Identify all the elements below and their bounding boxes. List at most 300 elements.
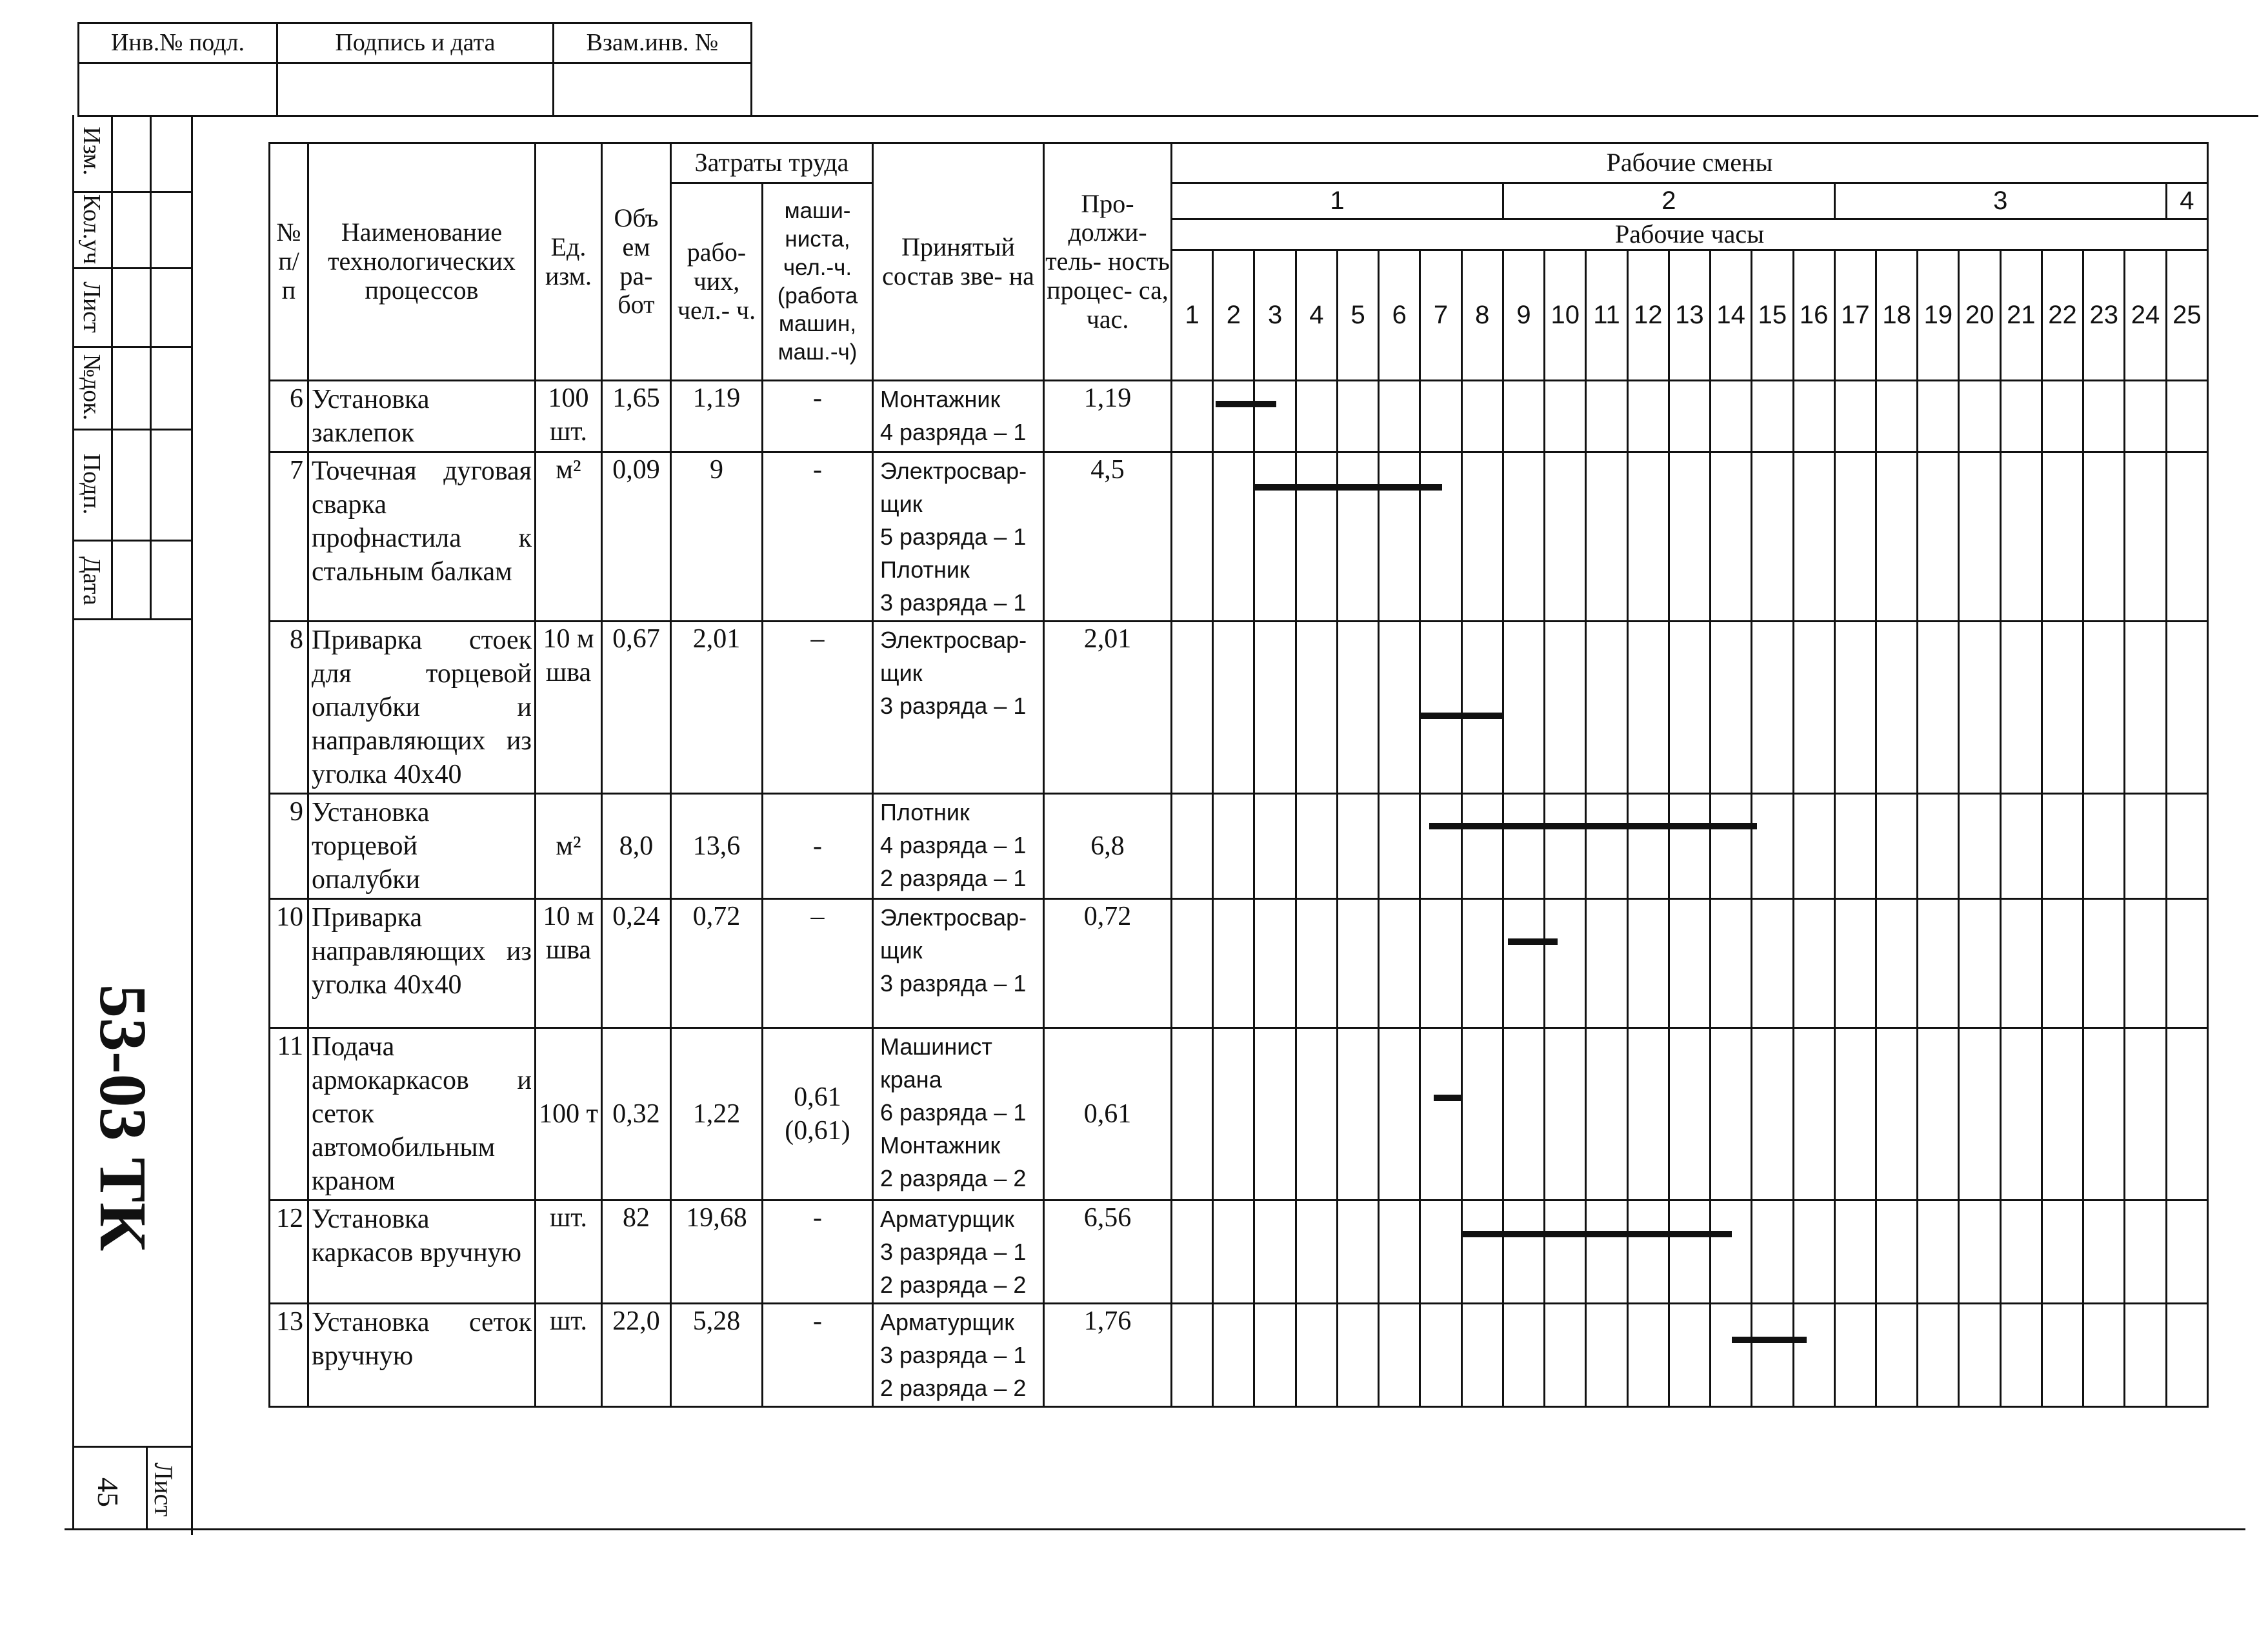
gantt-cell	[2166, 1028, 2207, 1200]
table-row	[270, 1028, 2208, 1200]
gantt-cell	[1213, 381, 1254, 452]
crew-line: 3 разряда – 1	[880, 1239, 1027, 1265]
duration: 1,76	[1044, 1304, 1172, 1407]
gantt-cell	[1711, 899, 1752, 1028]
gantt-cell	[1296, 899, 1337, 1028]
volume: 1,65	[602, 381, 671, 452]
stamp-podpis-data: Подпись и дата	[335, 29, 496, 56]
gantt-cell	[1296, 1200, 1337, 1304]
hour-18: 18	[1876, 250, 1918, 381]
stamp-inv-podl: Инв.№ подл.	[110, 29, 245, 56]
gantt-cell	[1669, 622, 1710, 794]
labor-workers: 1,22	[671, 1028, 763, 1200]
gantt-cell	[1172, 452, 1213, 622]
gantt-cell	[2000, 1028, 2042, 1200]
header-labor-workers: рабо- чих, чел.- ч.	[671, 183, 763, 381]
crew-line: Электросвар-	[880, 904, 1027, 931]
gantt-cell	[2083, 452, 2125, 622]
sheet-label: Лист	[149, 1463, 178, 1517]
hour-4: 4	[1296, 250, 1337, 381]
gantt-cell	[1461, 622, 1503, 794]
duration: 0,61	[1044, 1028, 1172, 1200]
gantt-cell	[2125, 1304, 2166, 1407]
side-label-izm: Изм.	[78, 127, 105, 176]
crew-composition	[873, 1304, 1044, 1407]
labor-workers: 13,6	[671, 794, 763, 899]
duration: 1,19	[1044, 381, 1172, 452]
gantt-cell	[2125, 1028, 2166, 1200]
gantt-cell	[1918, 1200, 1959, 1304]
gantt-cell	[1918, 622, 1959, 794]
gantt-cell	[1918, 1028, 1959, 1200]
crew-line: 2 разряда – 2	[880, 1165, 1027, 1191]
gantt-cell	[2166, 1200, 2207, 1304]
gantt-cell	[1793, 1200, 1834, 1304]
unit: м²	[536, 452, 602, 622]
schedule-table	[268, 142, 2209, 1408]
frame-top	[77, 115, 2258, 117]
gantt-cell	[1918, 899, 1959, 1028]
duration: 6,56	[1044, 1200, 1172, 1304]
hour-11: 11	[1586, 250, 1627, 381]
gantt-cell	[2083, 899, 2125, 1028]
labor-machinist: -	[763, 452, 873, 622]
gantt-cell	[1545, 381, 1586, 452]
hour-21: 21	[2000, 250, 2042, 381]
gantt-cell	[1586, 1028, 1627, 1200]
gantt-cell	[1172, 1200, 1213, 1304]
gantt-bar	[1255, 484, 1441, 491]
unit: м²	[536, 794, 602, 899]
crew-line: щик	[880, 491, 923, 517]
gantt-cell	[1337, 381, 1378, 452]
labor-workers: 5,28	[671, 1304, 763, 1407]
gantt-cell	[1586, 794, 1627, 899]
labor-machinist: -	[763, 381, 873, 452]
header-name: Наименование технологических процессов	[308, 143, 536, 381]
gantt-cell	[1503, 1028, 1544, 1200]
volume: 22,0	[602, 1304, 671, 1407]
gantt-cell	[1752, 1028, 1793, 1200]
gantt-cell	[1503, 381, 1544, 452]
gantt-cell	[1627, 1028, 1669, 1200]
table-row	[270, 1304, 2208, 1407]
gantt-cell	[1420, 452, 1461, 622]
crew-line: Арматурщик	[880, 1309, 1015, 1335]
gantt-cell	[1461, 452, 1503, 622]
hour-8: 8	[1461, 250, 1503, 381]
gantt-cell	[1213, 794, 1254, 899]
gantt-cell	[2042, 452, 2083, 622]
crew-line: 2 разряда – 2	[880, 1375, 1027, 1401]
gantt-cell	[1503, 622, 1544, 794]
frame-sidestrip-right	[150, 115, 152, 618]
gantt-cell	[1296, 452, 1337, 622]
gantt-cell	[1337, 622, 1378, 794]
gantt-cell	[1254, 622, 1296, 794]
shift-4: 4	[2166, 183, 2207, 219]
gantt-cell	[1586, 1200, 1627, 1304]
table-row	[270, 452, 2208, 622]
labor-machinist: –	[763, 899, 873, 1028]
gantt-cell	[2042, 381, 2083, 452]
labor-machinist: -	[763, 794, 873, 899]
hour-20: 20	[1959, 250, 2000, 381]
crew-line: 4 разряда – 1	[880, 419, 1027, 445]
header-duration: Про- должи- тель- ность процес- са, час.	[1044, 143, 1172, 381]
gantt-cell	[1752, 899, 1793, 1028]
gantt-cell	[1420, 1304, 1461, 1407]
gantt-cell	[1461, 1200, 1503, 1304]
gantt-cell	[1586, 899, 1627, 1028]
labor-workers: 0,72	[671, 899, 763, 1028]
gantt-cell	[1503, 1304, 1544, 1407]
gantt-cell	[1254, 381, 1296, 452]
gantt-cell	[1959, 794, 2000, 899]
gantt-cell	[1669, 899, 1710, 1028]
gantt-cell	[1876, 794, 1918, 899]
gantt-cell	[2083, 1028, 2125, 1200]
gantt-cell	[1172, 1304, 1213, 1407]
crew-line: 3 разряда – 1	[880, 693, 1027, 719]
gantt-cell	[1834, 899, 1876, 1028]
gantt-cell	[1213, 1304, 1254, 1407]
gantt-cell	[2125, 899, 2166, 1028]
gantt-cell	[1337, 794, 1378, 899]
crew-composition	[873, 452, 1044, 622]
table-row	[270, 1200, 2208, 1304]
gantt-cell	[2042, 622, 2083, 794]
row-number: 6	[270, 381, 308, 452]
hour-2: 2	[1213, 250, 1254, 381]
gantt-cell	[1586, 622, 1627, 794]
crew-line: 5 разряда – 1	[880, 523, 1027, 550]
gantt-cell	[2042, 1028, 2083, 1200]
gantt-cell	[2125, 1200, 2166, 1304]
labor-workers: 19,68	[671, 1200, 763, 1304]
gantt-cell	[1379, 381, 1420, 452]
gantt-cell	[1793, 452, 1834, 622]
gantt-cell	[1172, 1028, 1213, 1200]
unit: шт.	[536, 1200, 602, 1304]
labor-machinist: -	[763, 1200, 873, 1304]
process-name: Установка каркасов вручную	[308, 1200, 536, 1304]
process-name: Установка сеток вручную	[308, 1304, 536, 1407]
stamp-vzam-inv: Взам.инв. №	[586, 29, 719, 56]
gantt-cell	[1627, 452, 1669, 622]
gantt-cell	[1420, 381, 1461, 452]
hour-12: 12	[1627, 250, 1669, 381]
gantt-cell	[2083, 794, 2125, 899]
gantt-cell	[2166, 381, 2207, 452]
gantt-cell	[1420, 1200, 1461, 1304]
gantt-cell	[1793, 899, 1834, 1028]
unit: шт.	[536, 1304, 602, 1407]
gantt-cell	[1254, 899, 1296, 1028]
hour-1: 1	[1172, 250, 1213, 381]
hour-14: 14	[1711, 250, 1752, 381]
gantt-cell	[1711, 1304, 1752, 1407]
crew-line: 6 разряда – 1	[880, 1099, 1027, 1126]
header-shifts: Рабочие смены	[1172, 143, 2208, 183]
gantt-cell	[1669, 452, 1710, 622]
gantt-cell	[1669, 381, 1710, 452]
gantt-cell	[1461, 1304, 1503, 1407]
side-label-list: Лист	[78, 281, 105, 333]
gantt-cell	[1461, 794, 1503, 899]
gantt-cell	[2125, 452, 2166, 622]
crew-composition	[873, 1028, 1044, 1200]
gantt-cell	[1586, 452, 1627, 622]
gantt-cell	[1793, 381, 1834, 452]
unit: 10 м шва	[536, 622, 602, 794]
gantt-cell	[2083, 1200, 2125, 1304]
duration: 4,5	[1044, 452, 1172, 622]
volume: 0,24	[602, 899, 671, 1028]
gantt-cell	[1793, 1028, 1834, 1200]
volume: 0,09	[602, 452, 671, 622]
crew-line: щик	[880, 660, 923, 686]
process-name: Приварка направляющих из уголка 40х40	[308, 899, 536, 1028]
gantt-cell	[1337, 1200, 1378, 1304]
hour-9: 9	[1503, 250, 1544, 381]
crew-line: 3 разряда – 1	[880, 1342, 1027, 1368]
gantt-cell	[1711, 1028, 1752, 1200]
header-unit: Ед. изм.	[536, 143, 602, 381]
gantt-cell	[1337, 1304, 1378, 1407]
gantt-cell	[1793, 1304, 1834, 1407]
gantt-cell	[1461, 899, 1503, 1028]
gantt-cell	[2083, 1304, 2125, 1407]
gantt-cell	[2000, 622, 2042, 794]
unit: 10 м шва	[536, 899, 602, 1028]
shift-1: 1	[1172, 183, 1503, 219]
crew-line: Плотник	[880, 556, 970, 583]
gantt-cell	[2083, 381, 2125, 452]
gantt-cell	[1834, 381, 1876, 452]
gantt-cell	[2042, 794, 2083, 899]
row-number: 12	[270, 1200, 308, 1304]
crew-line: Машинист	[880, 1033, 992, 1060]
crew-line: щик	[880, 937, 923, 964]
duration: 6,8	[1044, 794, 1172, 899]
gantt-cell	[1627, 1304, 1669, 1407]
row-number: 9	[270, 794, 308, 899]
gantt-cell	[2042, 1304, 2083, 1407]
row-number: 7	[270, 452, 308, 622]
crew-line: 4 разряда – 1	[880, 832, 1027, 858]
hour-6: 6	[1379, 250, 1420, 381]
gantt-cell	[1254, 1200, 1296, 1304]
gantt-cell	[1834, 1200, 1876, 1304]
hour-24: 24	[2125, 250, 2166, 381]
gantt-cell	[1420, 899, 1461, 1028]
gantt-cell	[1296, 622, 1337, 794]
gantt-cell	[1918, 452, 1959, 622]
gantt-cell	[1959, 622, 2000, 794]
gantt-bar	[1732, 1337, 1807, 1343]
gantt-cell	[2166, 899, 2207, 1028]
gantt-cell	[1254, 1028, 1296, 1200]
gantt-cell	[1669, 1200, 1710, 1304]
crew-composition	[873, 622, 1044, 794]
gantt-cell	[1876, 899, 1918, 1028]
gantt-cell	[1213, 899, 1254, 1028]
gantt-cell	[2042, 1200, 2083, 1304]
gantt-cell	[1959, 452, 2000, 622]
gantt-cell	[1959, 1200, 2000, 1304]
gantt-cell	[1254, 794, 1296, 899]
header-hours: Рабочие часы	[1172, 219, 2208, 250]
gantt-cell	[1876, 381, 1918, 452]
crew-line: 3 разряда – 1	[880, 589, 1027, 616]
gantt-cell	[1379, 452, 1420, 622]
gantt-cell	[2000, 794, 2042, 899]
crew-line: Плотник	[880, 799, 970, 826]
gantt-cell	[1420, 1028, 1461, 1200]
gantt-cell	[1296, 381, 1337, 452]
crew-line: 2 разряда – 2	[880, 1271, 1027, 1298]
gantt-cell	[1545, 794, 1586, 899]
gantt-cell	[1959, 1028, 2000, 1200]
gantt-cell	[2000, 452, 2042, 622]
hour-16: 16	[1793, 250, 1834, 381]
crew-line: Арматурщик	[880, 1206, 1015, 1232]
gantt-cell	[1379, 622, 1420, 794]
unit: 100 шт.	[536, 381, 602, 452]
gantt-cell	[1420, 794, 1461, 899]
gantt-cell	[1420, 622, 1461, 794]
gantt-cell	[1213, 452, 1254, 622]
volume: 8,0	[602, 794, 671, 899]
gantt-cell	[2000, 1200, 2042, 1304]
gantt-cell	[1545, 1200, 1586, 1304]
gantt-cell	[1586, 1304, 1627, 1407]
gantt-cell	[2042, 899, 2083, 1028]
gantt-cell	[1503, 1200, 1544, 1304]
gantt-bar	[1434, 1095, 1463, 1101]
gantt-cell	[1752, 1304, 1793, 1407]
labor-workers: 1,19	[671, 381, 763, 452]
gantt-cell	[1172, 381, 1213, 452]
gantt-cell	[1876, 622, 1918, 794]
shift-3: 3	[1834, 183, 2166, 219]
gantt-cell	[2000, 381, 2042, 452]
gantt-cell	[1172, 794, 1213, 899]
table-row	[270, 381, 2208, 452]
table-row	[270, 899, 2208, 1028]
frame-sidestrip-bottom	[72, 618, 192, 620]
hour-15: 15	[1752, 250, 1793, 381]
gantt-cell	[1669, 794, 1710, 899]
gantt-cell	[1296, 1028, 1337, 1200]
row-number: 8	[270, 622, 308, 794]
gantt-cell	[1834, 1028, 1876, 1200]
hour-3: 3	[1254, 250, 1296, 381]
volume: 0,32	[602, 1028, 671, 1200]
gantt-cell	[1959, 381, 2000, 452]
header-volume: Объ ем ра- бот	[602, 143, 671, 381]
gantt-cell	[2083, 622, 2125, 794]
gantt-cell	[1959, 899, 2000, 1028]
gantt-cell	[1213, 622, 1254, 794]
gantt-cell	[1545, 452, 1586, 622]
frame-left	[72, 115, 74, 1528]
hour-23: 23	[2083, 250, 2125, 381]
row-number: 11	[270, 1028, 308, 1200]
gantt-cell	[2166, 794, 2207, 899]
gantt-cell	[1461, 381, 1503, 452]
volume: 82	[602, 1200, 671, 1304]
frame-sidestrip-mid	[111, 115, 113, 618]
header-labor: Затраты труда	[671, 143, 873, 183]
gantt-cell	[1752, 1200, 1793, 1304]
gantt-cell	[1669, 1028, 1710, 1200]
gantt-cell	[2000, 899, 2042, 1028]
gantt-cell	[1379, 1200, 1420, 1304]
gantt-cell	[1545, 622, 1586, 794]
process-name: Точечная дуговая сварка профнастила к стальным балкам	[308, 452, 536, 622]
labor-machinist: -	[763, 1304, 873, 1407]
shift-2: 2	[1503, 183, 1834, 219]
process-name: Установка заклепок	[308, 381, 536, 452]
gantt-cell	[1503, 899, 1544, 1028]
gantt-bar	[1421, 713, 1503, 719]
crew-line: 2 разряда – 1	[880, 865, 1027, 891]
gantt-cell	[1503, 794, 1544, 899]
duration: 0,72	[1044, 899, 1172, 1028]
gantt-cell	[1337, 1028, 1378, 1200]
process-name: Подача армокаркасов и сеток автомобильным краном	[308, 1028, 536, 1200]
gantt-cell	[1752, 622, 1793, 794]
crew-line: Электросвар-	[880, 627, 1027, 653]
gantt-cell	[1876, 1304, 1918, 1407]
gantt-cell	[1545, 1028, 1586, 1200]
gantt-cell	[1254, 452, 1296, 622]
gantt-cell	[2166, 622, 2207, 794]
labor-workers: 9	[671, 452, 763, 622]
gantt-cell	[2166, 1304, 2207, 1407]
crew-line: Монтажник	[880, 1132, 1001, 1159]
gantt-cell	[1834, 622, 1876, 794]
gantt-cell	[1296, 1304, 1337, 1407]
gantt-cell	[1793, 794, 1834, 899]
gantt-cell	[2000, 1304, 2042, 1407]
gantt-cell	[1172, 899, 1213, 1028]
gantt-bar	[1508, 938, 1558, 945]
gantt-bar	[1216, 401, 1276, 407]
row-number: 10	[270, 899, 308, 1028]
crew-line: 3 разряда – 1	[880, 970, 1027, 997]
document-code: 53-03 ТК	[86, 984, 160, 1251]
hour-19: 19	[1918, 250, 1959, 381]
hour-13: 13	[1669, 250, 1710, 381]
gantt-cell	[2125, 794, 2166, 899]
gantt-cell	[1586, 381, 1627, 452]
row-number: 13	[270, 1304, 308, 1407]
crew-line: Электросвар-	[880, 458, 1027, 484]
table-row	[270, 622, 2208, 794]
gantt-cell	[1213, 1028, 1254, 1200]
gantt-cell	[1834, 794, 1876, 899]
gantt-cell	[1711, 794, 1752, 899]
side-label-data: Дата	[78, 556, 105, 605]
gantt-cell	[2166, 452, 2207, 622]
header-labor-machinist: маши- ниста, чел.-ч. (работа машин, маш.-ч)	[763, 183, 873, 381]
gantt-cell	[1834, 452, 1876, 622]
gantt-cell	[1379, 1028, 1420, 1200]
gantt-cell	[1793, 622, 1834, 794]
